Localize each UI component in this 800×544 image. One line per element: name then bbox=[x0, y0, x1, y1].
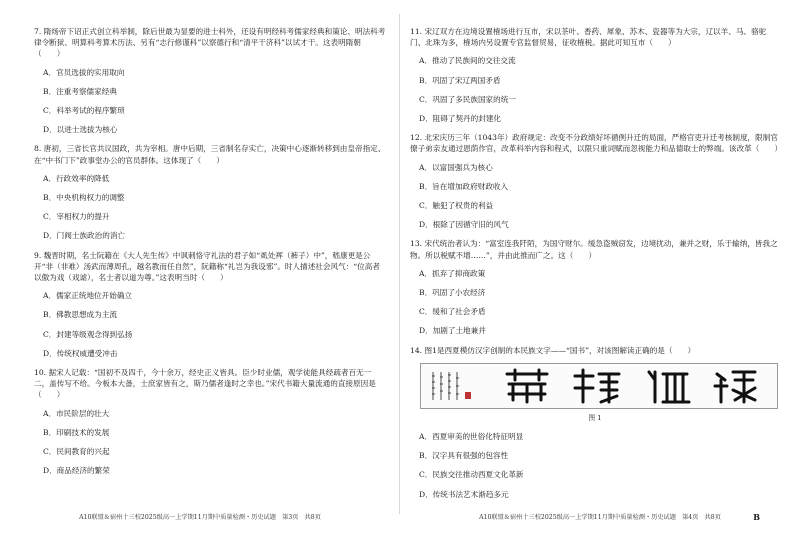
left-column bbox=[34, 26, 386, 484]
option-c[interactable]: C．封建等级观念得到弘扬 bbox=[43, 329, 133, 339]
option-d[interactable]: D．传统权威遭受冲击 bbox=[43, 348, 118, 358]
option-d[interactable]: D．传统书法艺术渐趋多元 bbox=[419, 489, 509, 499]
option-d[interactable]: D．加剧了土地兼并 bbox=[419, 326, 486, 336]
option-a[interactable]: A．抓弃了抑商政策 bbox=[419, 268, 486, 278]
option-d[interactable]: D．根除了因循守旧的风气 bbox=[419, 220, 509, 230]
question-stem: 8. 唐初，三省长官共议国政，共为宰相。唐中后期，三省制名存实亡，决策中心逐渐转移到由皇帝指定、在“中书门下”政事堂办公的官员群体。这体现了（ ） bbox=[34, 144, 386, 165]
option-c[interactable]: C．民间教育的兴起 bbox=[43, 447, 110, 457]
question-11 bbox=[410, 26, 780, 124]
option-a[interactable]: A．西夏审美的世俗化特征明显 bbox=[419, 432, 524, 442]
question-10 bbox=[34, 367, 386, 476]
option-a[interactable]: A．市民阶层的壮大 bbox=[43, 408, 110, 418]
question-stem: 12. 北宋庆历三年（1043年）政府规定：改变不分政绩好坏循例升迁的局面，严格官吏升迁考核制度，限制官僚子弟亲友通过恩荫作官，改革科举内容和程式，以限只重词赋而忽视能力和品德取士的弊端。该改革（ ） bbox=[410, 133, 783, 154]
option-a[interactable]: A．以富国强兵为核心 bbox=[419, 162, 493, 172]
xixia-glyph-icon bbox=[571, 368, 623, 404]
question-stem: 13. 宋代统治者认为：“富室连我阡陌，为国守财尔。缓急盗贼窃发，边境扰动，兼并之财，乐于输纳，皆我之物。所以税赋不增……”，并由此推而广之。这（ ） bbox=[410, 239, 778, 260]
option-b[interactable]: B．注重考察儒家经典 bbox=[43, 86, 117, 96]
option-b[interactable]: B．佛教思想成为主流 bbox=[43, 310, 117, 320]
option-b[interactable]: B．中央机构权力的调整 bbox=[43, 193, 125, 203]
page-footer: A10联盟＆宿州十三校2025级高一上学期11月期中质量检测・历史试题 第3页 共8页 bbox=[79, 514, 321, 521]
question-stem: 14. 图1是西夏模仿汉字创制的本民族文字——“国书”，对该图解读正确的是（ ） bbox=[410, 345, 696, 355]
option-a[interactable]: A．行政效率的降低 bbox=[43, 173, 110, 183]
question-8 bbox=[34, 143, 386, 241]
question-13 bbox=[410, 238, 780, 336]
question-12 bbox=[410, 132, 783, 230]
question-14 bbox=[410, 345, 780, 500]
option-b[interactable]: B．印刷技术的发展 bbox=[43, 427, 110, 437]
option-c[interactable]: C．触犯了权贵的利益 bbox=[419, 201, 494, 211]
xixia-glyph-icon bbox=[711, 368, 763, 404]
question-stem: 11. 宋辽双方在边境设置榷场进行互市，宋以茶叶、香药、犀象、苏木、瓷器等为大宗，辽以羊、马、骆驼门、北珠为多，榷场内另设置专官监督贸易，征收榷税。据此可知互市（ ） bbox=[410, 27, 767, 48]
question-9 bbox=[34, 250, 386, 359]
option-c[interactable]: C．民族交往推动西夏文化革新 bbox=[419, 470, 524, 480]
question-stem: 9. 魏晋时期，名士阮籍在《大人先生传》中讽刺恪守礼法的君子如“虱处裈（裤子）中”，嵇康更是公开“非（非难）汤武而薄周孔，越名教而任自然”，阮籍称“礼岂为我设邪”。时人描述社会风气：“位高者以傲为戏（戏谑），名士者以道为尊。”这表明当时（ ） bbox=[34, 250, 380, 283]
xixia-script-image bbox=[420, 363, 778, 409]
question-stem: 10. 据宋人记载：“国初不及四千，今十余万，经史正义皆具。臣少时业儒，观学徒能具经疏者百无一二，盖传写不给。今板本大备，士庶家皆有之，斯乃儒者逢时之幸也。”宋代书籍大量流通的直接原因是（ ） bbox=[34, 368, 376, 400]
figure-caption: 图 1 bbox=[588, 413, 602, 422]
option-d[interactable]: D．门阀士族政治的消亡 bbox=[43, 231, 126, 241]
option-c[interactable]: C．宰相权力的提升 bbox=[43, 212, 110, 222]
option-b[interactable]: B．汉字具有很强的包容性 bbox=[419, 451, 509, 461]
option-c[interactable]: C．缓和了社会矛盾 bbox=[419, 307, 486, 317]
right-column bbox=[410, 26, 783, 508]
page-4 bbox=[400, 0, 800, 544]
question-stem: 7. 隋炀帝下诏正式创立科举制，除后世最为显要的进士科外，还设有明经科考儒家经典和策论、明法科考律令断狱、明算科考算术历法、另有“志行修谨科”以察德行和“清平干济科”以试才干。这表明隋朝（ ） bbox=[34, 27, 386, 59]
question-7 bbox=[34, 26, 386, 135]
option-d[interactable]: D．阻碍了契丹的封建化 bbox=[419, 114, 502, 124]
option-c[interactable]: C．科举考试的程序繁琐 bbox=[43, 106, 125, 116]
xixia-glyph-icon bbox=[641, 368, 693, 404]
option-d[interactable]: D．以进士选拔为核心 bbox=[43, 125, 118, 135]
calligraphy-inscription-icon bbox=[427, 368, 475, 404]
option-a[interactable]: A．儒家正统地位开始确立 bbox=[43, 291, 133, 301]
option-a[interactable]: A．官员选拔的实用取向 bbox=[43, 67, 125, 77]
option-b[interactable]: B．巩固了宋辽两国矛盾 bbox=[419, 75, 501, 85]
option-a[interactable]: A．推动了民族间的交往交流 bbox=[419, 56, 516, 66]
option-b[interactable]: B．旨在增加政府财政收入 bbox=[419, 181, 509, 191]
page-footer: A10联盟＆宿州十三校2025级高一上学期11月期中质量检测・历史试题 第4页 共8页 bbox=[479, 514, 721, 521]
option-d[interactable]: D．商品经济的繁荣 bbox=[43, 466, 110, 476]
paper-version-mark: B bbox=[753, 512, 760, 522]
option-c[interactable]: C．巩固了多民族国家的统一 bbox=[419, 94, 516, 104]
option-b[interactable]: B．巩固了小农经济 bbox=[419, 288, 486, 298]
xixia-glyph-icon bbox=[501, 368, 553, 404]
